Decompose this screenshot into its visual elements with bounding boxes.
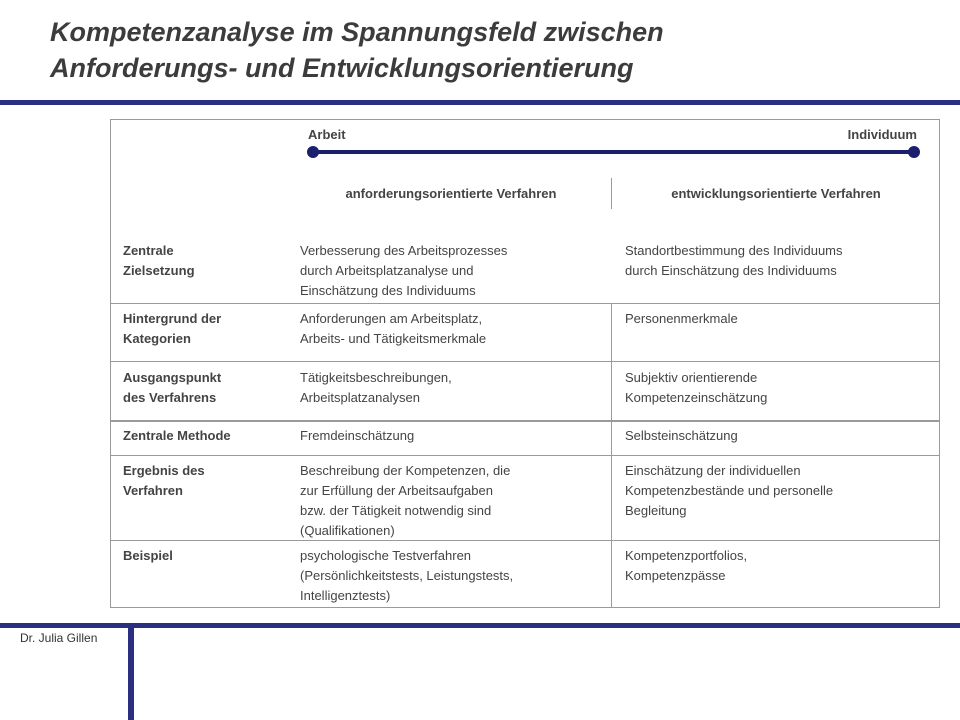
row-divider — [111, 361, 939, 362]
row-divider — [111, 455, 939, 456]
scale-right-label: Individuum — [847, 127, 917, 142]
page-title — [50, 14, 930, 86]
column-divider — [611, 178, 612, 209]
row-left-cell: psychologische Testverfahren (Persönlichkeitstests, Leistungstests, Intelligenztests) — [300, 548, 514, 603]
column-divider — [611, 304, 612, 608]
row-divider — [111, 303, 939, 304]
bottom-rule — [0, 623, 960, 628]
title-line-2: Anforderungs- und Entwicklungsorientierung — [50, 53, 634, 83]
column-header-left: anforderungsorientierte Verfahren — [345, 186, 557, 201]
row-right-cell: Subjektiv orientierende Kompetenzeinschätzung — [625, 370, 768, 405]
row-right-cell: Standortbestimmung des Individuums durch Einschätzung des Individuums — [625, 243, 843, 278]
row-right-cell: Personenmerkmale — [625, 311, 738, 326]
row-left-cell: Fremdeinschätzung — [300, 428, 415, 443]
row-right-cell: Kompetenzportfolios, Kompetenzpässe — [625, 548, 748, 583]
row-left-cell: Beschreibung der Kompetenzen, die zur Erfüllung der Arbeitsaufgaben bzw. der Tätigkeit notwendig sind (Qualifikationen) — [300, 463, 511, 538]
author-name: Dr. Julia Gillen — [20, 631, 98, 645]
row-label: Ausgangspunkt des Verfahrens — [123, 370, 222, 405]
row-right-cell: Selbsteinschätzung — [625, 428, 738, 443]
row-label: Zentrale Methode — [123, 428, 231, 443]
row-label: Beispiel — [123, 548, 173, 563]
top-rule — [0, 100, 960, 105]
row-left-cell: Tätigkeitsbeschreibungen, Arbeitsplatzanalysen — [300, 370, 452, 405]
row-label: Zentrale Zielsetzung — [123, 243, 195, 278]
scale-line — [312, 150, 915, 154]
column-header-right: entwicklungsorientierte Verfahren — [671, 186, 881, 201]
scale-left-label: Arbeit — [308, 127, 346, 142]
row-left-cell: Anforderungen am Arbeitsplatz, Arbeits- und Tätigkeitsmerkmale — [300, 311, 487, 346]
row-label: Hintergrund der Kategorien — [123, 311, 222, 346]
row-right-cell: Einschätzung der individuellen Kompetenzbestände und personelle Begleitung — [625, 463, 834, 518]
row-divider — [111, 421, 939, 422]
comparison-table — [110, 119, 940, 608]
footer-vertical-rule — [128, 623, 134, 720]
row-label: Ergebnis des Verfahren — [123, 463, 205, 498]
scale-right-endpoint — [908, 146, 920, 158]
row-left-cell: Verbesserung des Arbeitsprozesses durch Arbeitsplatzanalyse und Einschätzung des Individuums — [300, 243, 508, 298]
scale-left-endpoint — [307, 146, 319, 158]
title-line-1: Kompetenzanalyse im Spannungsfeld zwischen — [50, 17, 664, 47]
